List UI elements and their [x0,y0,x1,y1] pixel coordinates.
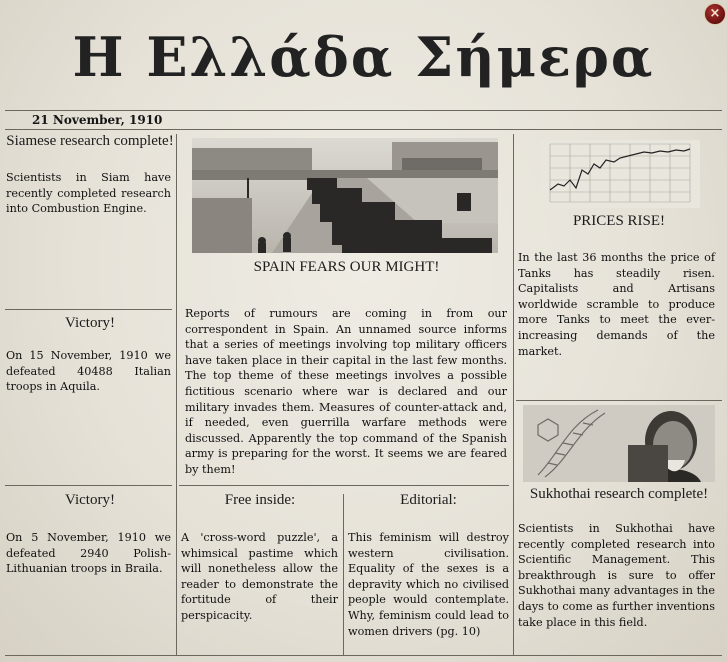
rule-top [5,110,722,111]
story-editorial: This feminism will destroy western civilisation. Equality of the sexes is a depravity which no civilised people would contemplate. Why, feminism could lead to women drivers (pg. 10) [348,531,509,638]
story-prices-rise: In the last 36 months the price of Tanks has steadily risen. Capitalists and Artisans worldwide scramble to produce more Tanks to meet the ever-increasing demands of the market. [518,251,715,358]
story-sukhothai-research: Scientists in Sukhothai have recently completed research into Scientific Management. This breakthrough is sure to offer Sukhothai many advantages in the days to come as further inventions take place in this field. [518,522,715,629]
masthead-title: Η Ελλάδα Σήμερα [72,25,655,89]
headline-sukhothai-research: Sukhothai research complete! [529,486,709,502]
close-button[interactable] [704,3,726,25]
parade-photo [192,138,498,253]
headline-free-inside: Free inside: [224,492,296,508]
headline-victory-aquila: Victory! [65,315,115,331]
story-victory-braila: On 5 November, 1910 we defeated 2940 Polish-Lithuanian troops in Braila. [6,531,171,576]
headline-siamese-research: Siamese research complete! [6,133,174,149]
rule-date [5,129,722,130]
headline-spain: SPAIN FEARS OUR MIGHT! [253,259,440,275]
column-divider-1 [176,134,177,655]
story-victory-aquila: On 15 November, 1910 we defeated 40488 Italian troops in Aquila. [6,349,171,394]
story-free-inside: A 'cross-word puzzle', a whimsical pastime which will nonetheless allow the reader to demonstrate the fortitude of their perspicacity. [181,531,338,622]
rule-bottom [5,655,722,656]
rule-center [179,485,509,486]
close-icon: × [709,6,721,21]
price-chart-image [540,140,700,208]
story-spain: Reports of rumours are coming in from our correspondent in Spain. An unnamed source informs that a series of meetings involving top military officers have taken place in their capital in the last few months. The top theme of these meetings involves a possible fictitious scenario where war is declared and our military invades them. Measures of counter-attack and, if needed, even guerrilla warfare methods were discussed. Apparently the top command of the Spanish army is preparing for the worst. It seems we are feared by them! [185,307,507,476]
headline-victory-braila: Victory! [65,492,115,508]
rule-col3 [516,400,722,401]
rule-col1-a [5,309,172,310]
column-divider-3 [343,494,344,655]
scientist-photo [523,405,715,482]
headline-prices-rise: PRICES RISE! [572,213,666,229]
dateline: 21 November, 1910 [32,113,163,127]
story-siamese-research: Scientists in Siam have recently completed research into Combustion Engine. [6,171,171,216]
headline-editorial: Editorial: [400,492,457,508]
column-divider-2 [513,134,514,655]
rule-col1-b [5,485,172,486]
